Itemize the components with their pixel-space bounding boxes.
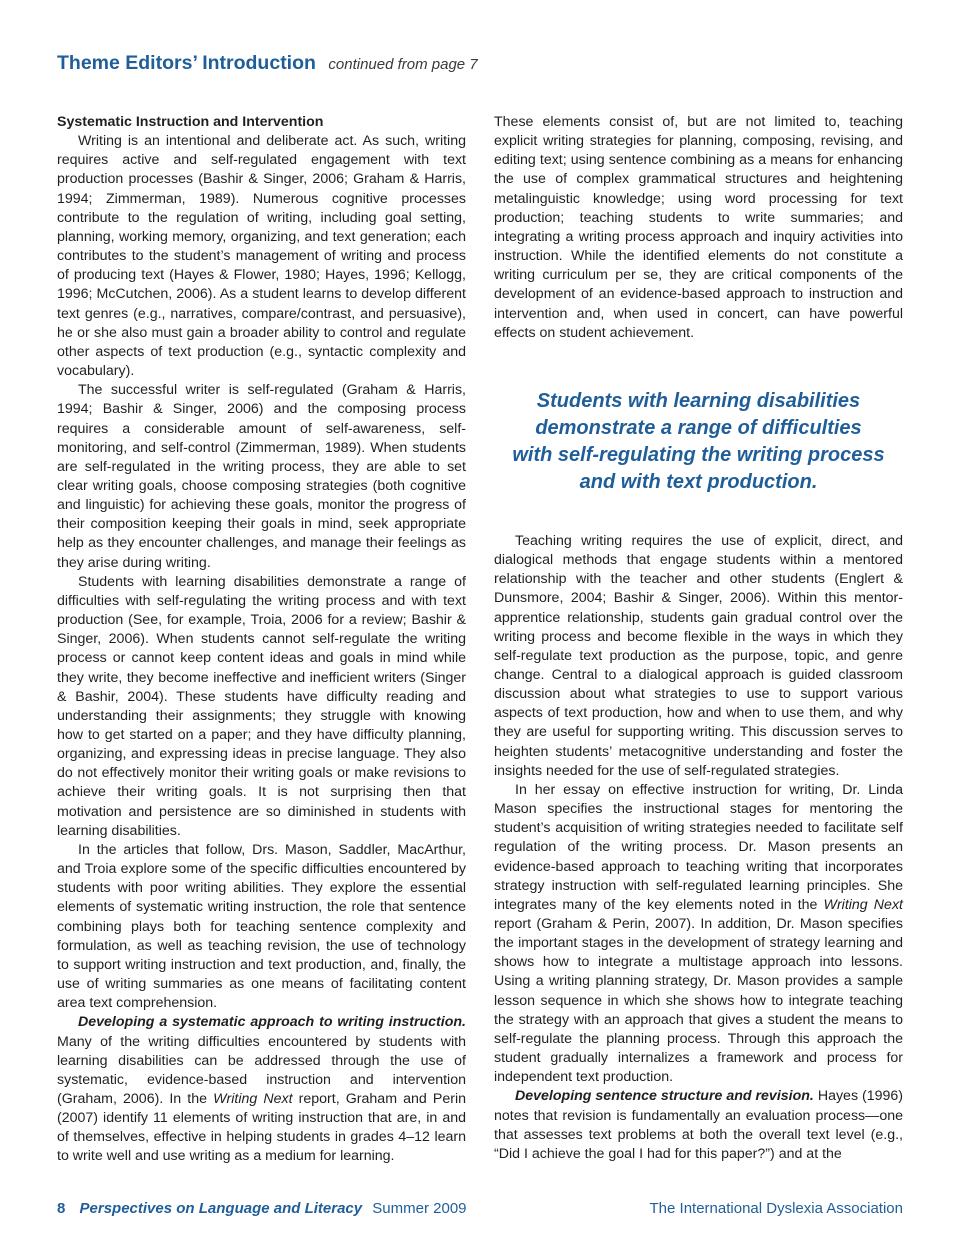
section-title: Theme Editors’ Introduction [57, 52, 316, 74]
report-title: Writing Next [213, 1090, 293, 1107]
paragraph: In the articles that follow, Drs. Mason, Saddler, MacArthur, and Troia explore some of the specific difficulties encountered by students with poor writing abilities. They explore the essential elements of systematic writing instruction, the role that sentence combining plays both for teaching sentence complexity and formulation, as well as teaching revision, the use of technology to support writing instruction and text production, and, finally, the use of writing summaries as one means of facilitating content area text comprehension. [57, 841, 466, 1012]
pull-quote-line: with self-regulating the writing process [512, 443, 885, 466]
organization-name: The International Dyslexia Association [649, 1200, 903, 1217]
paragraph: The successful writer is self-regulated (Graham & Harris, 1994; Bashir & Singer, 2006) and the composing process requires a considerable amount of self-awareness, self-monitoring, and self-control (Zimmerman, 1989). When students are self-regulated in the writing process, they are able to set clear writing goals, choose composing strategies (both cognitive and linguistic) for achieving these goals, monitor the progress of their composition keeping their goals in mind, seek appropriate help as they encounter challenges, and manage their feelings as they arise during writing. [57, 382, 466, 571]
left-column [57, 113, 466, 1167]
subsection-heading: Systematic Instruction and Intervention [57, 114, 324, 130]
continued-note: continued from page 7 [328, 56, 478, 73]
run-in-heading: Developing a systematic approach to writing instruction. [78, 1014, 466, 1031]
pull-quote [494, 388, 903, 496]
paragraph: Teaching writing requires the use of explicit, direct, and dialogical methods that engage students within a mentored relationship with the teacher and other students (Englert & Dunsmore, 2004; Bashir & Singer, 2006). Within this mentor-apprentice relationship, students gain gradual control over the writing process and become flexible in the ways in which they self-regulate text production as the purpose, topic, and genre change. Central to a dialogical approach is guided classroom discussion about what strategies to use to support various aspects of text production, how and when to use them, and why they are useful for supporting writing. This discussion serves to heighten students’ metacognitive understanding and foster the insights needed for the use of self-regulated strategies. [494, 532, 903, 779]
run-in-heading: Developing sentence structure and revision. [515, 1088, 814, 1105]
paragraph: Writing is an intentional and deliberate act. As such, writing requires active and self-regulated engagement with text production processes (Bashir & Singer, 2006; Graham & Harris, 1994; Zimmerman, 1989). Numerous cognitive processes contribute to the regulation of writing, including goal setting, planning, working memory, organizing, and text generation; each contributes to the student’s management of writing and process of producing text (Hayes & Flower, 1980; Hayes, 1996; Kellogg, 1996; McCutchen, 2006). As a student learns to develop different text genres (e.g., narratives, compare/contrast, and persuasive), he or she also must gain a broader ability to control and regulate other aspects of text production (e.g., syntactic complexity and vocabulary). [57, 133, 466, 380]
paragraph [57, 1013, 466, 1166]
paragraph [494, 1087, 903, 1164]
page-footer [57, 1200, 903, 1217]
paragraph-text: In her essay on effective instruction for writing, Dr. Linda Mason specifies the instructional stages for mentoring the student’s acquisition of writing strategies needed to facilitate self regulation of the writing process. Dr. Mason presents an evidence-based approach to teaching writing that incorporates strategy instruction with self-regulated learning principles. She integrates many of the key elements noted in the [494, 781, 903, 913]
paragraph: These elements consist of, but are not limited to, teaching explicit writing strategies for planning, composing, revising, and editing text; using sentence combining as a means for enhancing the use of complex grammatical structures and heightening metalinguistic knowledge; using word processing for text production; teaching students to write summaries; and integrating a writing process approach and inquiry activities into instruction. While the identified elements do not constitute a writing curriculum per se, they are critical components of the development of an evidence-based approach to instruction and intervention and, when used in concert, can have powerful effects on student achievement. [494, 114, 903, 341]
report-title: Writing Next [823, 896, 903, 913]
paragraph-text: Hayes (1996) notes that revision is fundamentally an evaluation process—one that assesses text problems at both the overall text level (e.g., “Did I achieve the goal I had for this paper?”) and at the [494, 1088, 904, 1162]
issue-date: Summer 2009 [372, 1200, 467, 1217]
page-header [57, 52, 478, 75]
right-column [494, 113, 903, 1164]
paragraph-text: report (Graham & Perin, 2007). In addition, Dr. Mason specifies the important stages in the development of strategy learning and shows how to integrate a multistage approach into lessons. Using a writing planning strategy, Dr. Mason provides a sample lesson sequence in which she shows how to integrate teaching the strategy with an approach that gives a student the means to self-regulate the planning process. Through this approach the student gradually internalizes a framework and process for independent text production. [494, 916, 903, 1086]
pull-quote-line: demonstrate a range of difficulties [535, 416, 862, 439]
paragraph: Students with learning disabilities demonstrate a range of difficulties with self-regulating the writing process and with text production (See, for example, Troia, 2006 for a review; Bashir & Singer, 2006). When students cannot self-regulate the writing process or cannot keep content ideas and goals in mind while they write, they become ineffective and inefficient writers (Singer & Bashir, 2004). These students have difficulty reading and understanding their assignments; they struggle with knowing how to get started on a paper; and they have difficulty planning, organizing, and expressing ideas in precise language. They also do not effectively monitor their writing goals or make revisions to achieve their writing goals. It is not surprising then that motivation and persistence are so diminished in students with learning disabilities. [57, 573, 466, 839]
paragraph-text: Many of the writing difficulties encountered by students with learning disabilities can be addressed through the use of systematic, evidence-based instruction and intervention (Graham, 2006). In the [57, 1033, 466, 1107]
paragraph-text: report, Graham and Perin (2007) identify 11 elements of writing instruction that are, in and of themselves, effective in helping students in grades 4–12 learn to write well and use writing as a medium for learning. [57, 1090, 467, 1165]
page-number: 8 [57, 1200, 66, 1217]
pull-quote-line: and with text production. [579, 470, 818, 493]
pull-quote-line: Students with learning disabilities [536, 389, 861, 412]
journal-title: Perspectives on Language and Literacy [79, 1200, 363, 1217]
paragraph [494, 781, 903, 1088]
